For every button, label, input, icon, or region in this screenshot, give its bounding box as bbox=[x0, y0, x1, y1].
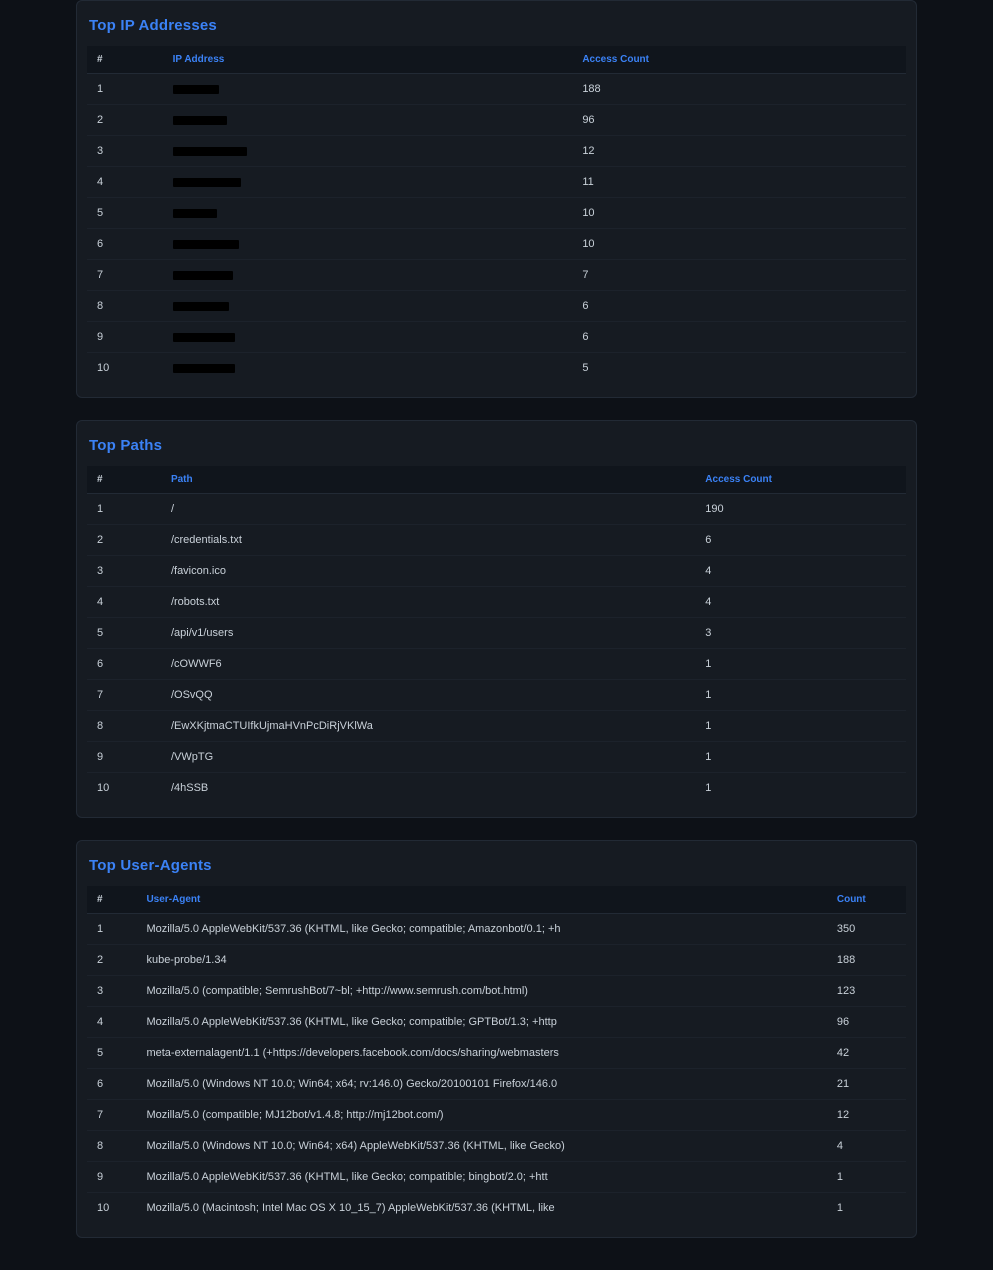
cell-rank: 5 bbox=[87, 198, 148, 229]
cell-access-count: 6 bbox=[572, 322, 906, 353]
cell-rank: 2 bbox=[87, 945, 136, 976]
cell-path: /OSvQQ bbox=[146, 680, 695, 711]
cell-rank: 10 bbox=[97, 1202, 110, 1214]
cell-user-agent: Mozilla/5.0 (Windows NT 10.0; Win64; x64; rv:146.0) Gecko/20100101 Firefox/146.0 bbox=[136, 1069, 826, 1100]
table-row bbox=[87, 976, 906, 1007]
table-row bbox=[87, 1100, 906, 1131]
table-row bbox=[87, 198, 906, 229]
cell-access-count: 4 bbox=[695, 556, 906, 587]
cell-ip-address bbox=[148, 260, 573, 291]
column-header-rank: # bbox=[87, 46, 148, 74]
table-row bbox=[87, 291, 906, 322]
cell-ip-address bbox=[148, 322, 573, 353]
cell-ip-address bbox=[148, 353, 573, 384]
table-top-user-agents bbox=[87, 886, 906, 1223]
column-header-ip-address: IP Address bbox=[148, 46, 573, 74]
table-row bbox=[87, 74, 906, 105]
cell-rank: 8 bbox=[87, 1131, 136, 1162]
table-row bbox=[87, 914, 906, 945]
table-row bbox=[87, 494, 906, 525]
table-row bbox=[87, 1193, 906, 1224]
cell-rank: 3 bbox=[87, 556, 146, 587]
cell-access-count: 1 bbox=[695, 680, 906, 711]
cell-ip-address bbox=[148, 198, 573, 229]
cell-ip-address bbox=[148, 167, 573, 198]
cell-user-agent: Mozilla/5.0 (Windows NT 10.0; Win64; x64) AppleWebKit/537.36 (KHTML, like Gecko) bbox=[136, 1131, 826, 1162]
cell-count: 1 bbox=[836, 1202, 843, 1214]
cell-count: 350 bbox=[827, 914, 906, 945]
table-row bbox=[87, 587, 906, 618]
table-row bbox=[87, 1131, 906, 1162]
table-row bbox=[87, 945, 906, 976]
cell-user-agent: Mozilla/5.0 AppleWebKit/537.36 (KHTML, like Gecko; compatible; bingbot/2.0; +htt bbox=[136, 1162, 826, 1193]
table-row bbox=[87, 1038, 906, 1069]
cell-access-count: 6 bbox=[695, 525, 906, 556]
table-header bbox=[87, 46, 906, 74]
cell-rank: 5 bbox=[87, 1038, 136, 1069]
table-header bbox=[87, 886, 906, 914]
column-header-access-count: Access Count bbox=[695, 466, 906, 494]
table-header-row bbox=[87, 46, 906, 74]
cell-rank: 2 bbox=[87, 525, 146, 556]
column-header-rank: # bbox=[87, 466, 146, 494]
table-row bbox=[87, 1069, 906, 1100]
table-row bbox=[87, 353, 906, 384]
cell-access-count: 1 bbox=[695, 649, 906, 680]
table-body bbox=[87, 914, 906, 1224]
table-top-ip-addresses bbox=[87, 46, 906, 383]
table-header-row bbox=[87, 466, 906, 494]
redacted-value bbox=[173, 85, 219, 94]
table-row bbox=[87, 680, 906, 711]
table-row bbox=[87, 556, 906, 587]
redacted-value bbox=[173, 116, 227, 125]
cell-access-count: 1 bbox=[705, 782, 712, 794]
redacted-value bbox=[173, 209, 217, 218]
cell-rank: 9 bbox=[87, 322, 148, 353]
bottom-spacer bbox=[76, 1260, 917, 1270]
cell-count: 123 bbox=[827, 976, 906, 1007]
cell-user-agent: Mozilla/5.0 (Macintosh; Intel Mac OS X 10_15_7) AppleWebKit/537.36 (KHTML, like bbox=[146, 1202, 555, 1214]
table-row bbox=[87, 136, 906, 167]
column-header-user-agent: User-Agent bbox=[136, 886, 826, 914]
table-row bbox=[87, 1162, 906, 1193]
redacted-value bbox=[173, 271, 233, 280]
cell-rank: 6 bbox=[87, 1069, 136, 1100]
cell-access-count: 11 bbox=[572, 167, 906, 198]
cell-user-agent: meta-externalagent/1.1 (+https://developers.facebook.com/docs/sharing/webmasters bbox=[136, 1038, 826, 1069]
table-row bbox=[87, 260, 906, 291]
column-header-count: Count bbox=[827, 886, 906, 914]
cell-path: /cOWWF6 bbox=[146, 649, 695, 680]
card-top-ip-addresses bbox=[76, 0, 917, 398]
cell-ip-address bbox=[148, 136, 573, 167]
redacted-value bbox=[173, 178, 241, 187]
cell-rank: 3 bbox=[87, 136, 148, 167]
cell-rank: 1 bbox=[87, 494, 146, 525]
table-row bbox=[87, 105, 906, 136]
cell-access-count: 6 bbox=[572, 291, 906, 322]
table-row bbox=[87, 525, 906, 556]
cell-ip-address bbox=[148, 229, 573, 260]
redacted-value bbox=[173, 302, 229, 311]
table-row bbox=[87, 322, 906, 353]
table-body bbox=[87, 74, 906, 384]
cell-count: 1 bbox=[827, 1162, 906, 1193]
redacted-value bbox=[173, 364, 235, 373]
cell-user-agent: Mozilla/5.0 (compatible; MJ12bot/v1.4.8; http://mj12bot.com/) bbox=[136, 1100, 826, 1131]
cell-rank: 10 bbox=[97, 782, 110, 794]
cell-rank: 6 bbox=[87, 229, 148, 260]
column-header-rank: # bbox=[87, 886, 136, 914]
cell-rank: 8 bbox=[87, 711, 146, 742]
section-title-top-ip-addresses: Top IP Addresses bbox=[89, 17, 217, 34]
cell-access-count: 190 bbox=[695, 494, 906, 525]
cell-access-count: 96 bbox=[572, 105, 906, 136]
cell-count: 12 bbox=[827, 1100, 906, 1131]
cell-path: /favicon.ico bbox=[146, 556, 695, 587]
cell-access-count: 1 bbox=[695, 711, 906, 742]
cell-path: / bbox=[146, 494, 695, 525]
cell-ip-address bbox=[148, 74, 573, 105]
cell-access-count: 12 bbox=[572, 136, 906, 167]
cell-path: /4hSSB bbox=[170, 782, 209, 794]
cell-rank: 5 bbox=[87, 618, 146, 649]
section-title-top-paths: Top Paths bbox=[89, 437, 163, 454]
cell-rank: 8 bbox=[87, 291, 148, 322]
cell-rank: 2 bbox=[87, 105, 148, 136]
table-row bbox=[87, 649, 906, 680]
cell-access-count: 188 bbox=[572, 74, 906, 105]
redacted-value bbox=[173, 240, 239, 249]
cell-user-agent: Mozilla/5.0 AppleWebKit/537.36 (KHTML, like Gecko; compatible; GPTBot/1.3; +http bbox=[136, 1007, 826, 1038]
table-row bbox=[87, 711, 906, 742]
table-header bbox=[87, 466, 906, 494]
cell-ip-address bbox=[148, 291, 573, 322]
cell-user-agent: Mozilla/5.0 AppleWebKit/537.36 (KHTML, like Gecko; compatible; Amazonbot/0.1; +h bbox=[136, 914, 826, 945]
cell-access-count: 5 bbox=[582, 362, 589, 374]
cell-count: 21 bbox=[827, 1069, 906, 1100]
cell-rank: 4 bbox=[87, 167, 148, 198]
cell-rank: 6 bbox=[87, 649, 146, 680]
cell-rank: 3 bbox=[87, 976, 136, 1007]
cell-user-agent: Mozilla/5.0 (compatible; SemrushBot/7~bl; +http://www.semrush.com/bot.html) bbox=[136, 976, 826, 1007]
column-header-access-count: Access Count bbox=[572, 46, 906, 74]
table-row bbox=[87, 229, 906, 260]
cell-rank: 9 bbox=[87, 742, 146, 773]
table-row bbox=[87, 167, 906, 198]
table-row bbox=[87, 773, 906, 804]
cell-rank: 10 bbox=[97, 362, 110, 374]
table-row bbox=[87, 618, 906, 649]
table-row bbox=[87, 1007, 906, 1038]
cell-rank: 7 bbox=[87, 680, 146, 711]
redacted-value bbox=[173, 333, 235, 342]
section-title-top-user-agents: Top User-Agents bbox=[89, 857, 212, 874]
cell-path: /EwXKjtmaCTUIfkUjmaHVnPcDiRjVKlWa bbox=[146, 711, 695, 742]
cell-path: /robots.txt bbox=[146, 587, 695, 618]
card-top-paths bbox=[76, 420, 917, 818]
table-header-row bbox=[87, 886, 906, 914]
cell-rank: 9 bbox=[87, 1162, 136, 1193]
table-top-paths bbox=[87, 466, 906, 803]
cell-rank: 4 bbox=[87, 1007, 136, 1038]
column-header-path: Path bbox=[146, 466, 695, 494]
cell-access-count: 7 bbox=[572, 260, 906, 291]
cell-ip-address bbox=[148, 105, 573, 136]
cell-count: 188 bbox=[827, 945, 906, 976]
cell-access-count: 3 bbox=[695, 618, 906, 649]
cell-rank: 7 bbox=[87, 1100, 136, 1131]
cell-count: 42 bbox=[827, 1038, 906, 1069]
cell-path: /api/v1/users bbox=[146, 618, 695, 649]
cell-path: /VWpTG bbox=[146, 742, 695, 773]
cell-user-agent: kube-probe/1.34 bbox=[136, 945, 826, 976]
table-row bbox=[87, 742, 906, 773]
cell-access-count: 1 bbox=[695, 742, 906, 773]
cell-access-count: 4 bbox=[695, 587, 906, 618]
cell-rank: 4 bbox=[87, 587, 146, 618]
cell-count: 4 bbox=[827, 1131, 906, 1162]
report-page bbox=[76, 0, 917, 1270]
cell-access-count: 10 bbox=[572, 198, 906, 229]
cell-rank: 7 bbox=[87, 260, 148, 291]
redacted-value bbox=[173, 147, 247, 156]
cell-path: /credentials.txt bbox=[146, 525, 695, 556]
card-top-user-agents bbox=[76, 840, 917, 1238]
cell-rank: 1 bbox=[87, 914, 136, 945]
cell-count: 96 bbox=[827, 1007, 906, 1038]
cell-access-count: 10 bbox=[572, 229, 906, 260]
cell-rank: 1 bbox=[87, 74, 148, 105]
table-body bbox=[87, 494, 906, 804]
